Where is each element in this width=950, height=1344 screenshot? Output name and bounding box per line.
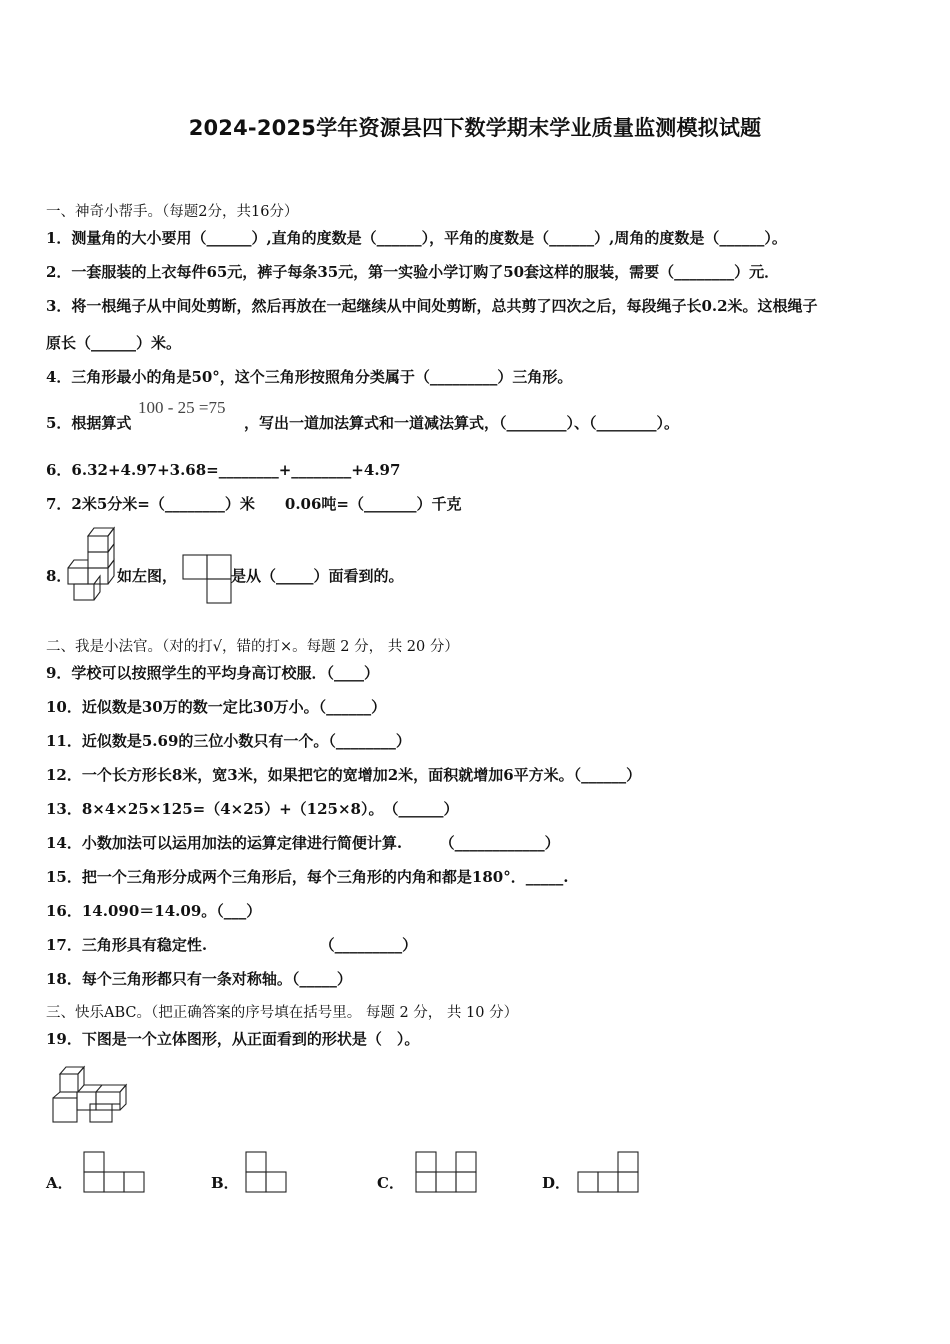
question-12: 12．一个长方形长8米，宽3米，如果把它的宽增加2米，面积就增加6平方米。（______） (46, 766, 642, 784)
option-b-label: B． (211, 1174, 239, 1192)
question-16: 16．14.090＝14.09。（___） (46, 902, 262, 920)
option-a-label: A． (46, 1174, 73, 1192)
question-3-line-2: 原长（______）米。 (46, 334, 182, 352)
section-2-heading: 二、我是小法官。（对的打√，错的打×。每题 2 分， 共 20 分） (46, 639, 459, 655)
question-8-text-1: 如左图， (117, 567, 178, 585)
view-shape-figure (182, 554, 232, 604)
question-5-prefix: 5．根据算式 (46, 414, 132, 432)
option-c-label: C． (377, 1174, 404, 1192)
question-8-text-2: 是从（_____）面看到的。 (231, 567, 404, 585)
page-title: 2024-2025学年资源县四下数学期末学业质量监测模拟试题 (188, 116, 762, 140)
option-d-label: D． (542, 1174, 571, 1192)
question-14: 14．小数加法可以运用加法的运算定律进行简便计算. （____________） (46, 834, 560, 852)
question-4: 4．三角形最小的角是50°，这个三角形按照角分类属于（_________）三角形。 (46, 368, 573, 386)
question-5-text: ，写出一道加法算式和一道减法算式，（________）、（________）。 (244, 414, 680, 432)
solid-figure (50, 1064, 134, 1126)
question-1: 1．测量角的大小要用（______）,直角的度数是（______），平角的度数是（______）,周角的度数是（______）。 (46, 229, 787, 247)
section-3-heading: 三、快乐ABC。（把正确答案的序号填在括号里。 每题 2 分， 共 10 分） (46, 1005, 519, 1021)
option-c-figure (414, 1150, 480, 1196)
option-a-figure (82, 1150, 148, 1196)
question-15: 15．把一个三角形分成两个三角形后，每个三角形的内角和都是180°．_____. (46, 868, 569, 886)
question-8-number: 8． (46, 567, 72, 585)
option-d-figure (576, 1150, 642, 1196)
question-2: 2．一套服装的上衣每件65元，裤子每条35元，第一实验小学订购了50套这样的服装，需要（________）元． (46, 263, 780, 281)
question-5-formula: 100 - 25 =75 (138, 398, 226, 417)
question-9: 9．学校可以按照学生的平均身高订校服．（____） (46, 664, 379, 682)
question-13: 13．8×4×25×125=（4×25）+（125×8）。 （______） (46, 800, 459, 818)
cube-stack-figure (66, 524, 118, 604)
question-10: 10．近似数是30万的数一定比30万小。（______） (46, 698, 387, 716)
question-3-line-1: 3．将一根绳子从中间处剪断，然后再放在一起继续从中间处剪断，总共剪了四次之后，每段绳子长0.2米。这根绳子 (46, 297, 818, 315)
question-11: 11．近似数是5.69的三位小数只有一个。（________） (46, 732, 411, 750)
question-18: 18．每个三角形都只有一条对称轴。（_____） (46, 970, 352, 988)
section-1-heading: 一、神奇小帮手。（每题2分，共16分） (46, 204, 299, 220)
option-b-figure (244, 1150, 290, 1196)
question-7: 7．2米5分米=（________）米 0.06吨=（_______）千克 (46, 495, 462, 513)
question-17: 17．三角形具有稳定性. （_________） (46, 936, 418, 954)
question-6: 6．6.32+4.97+3.68=________+________+4.97 (46, 461, 401, 479)
question-19: 19．下图是一个立体图形，从正面看到的形状是（ ）。 (46, 1030, 420, 1048)
